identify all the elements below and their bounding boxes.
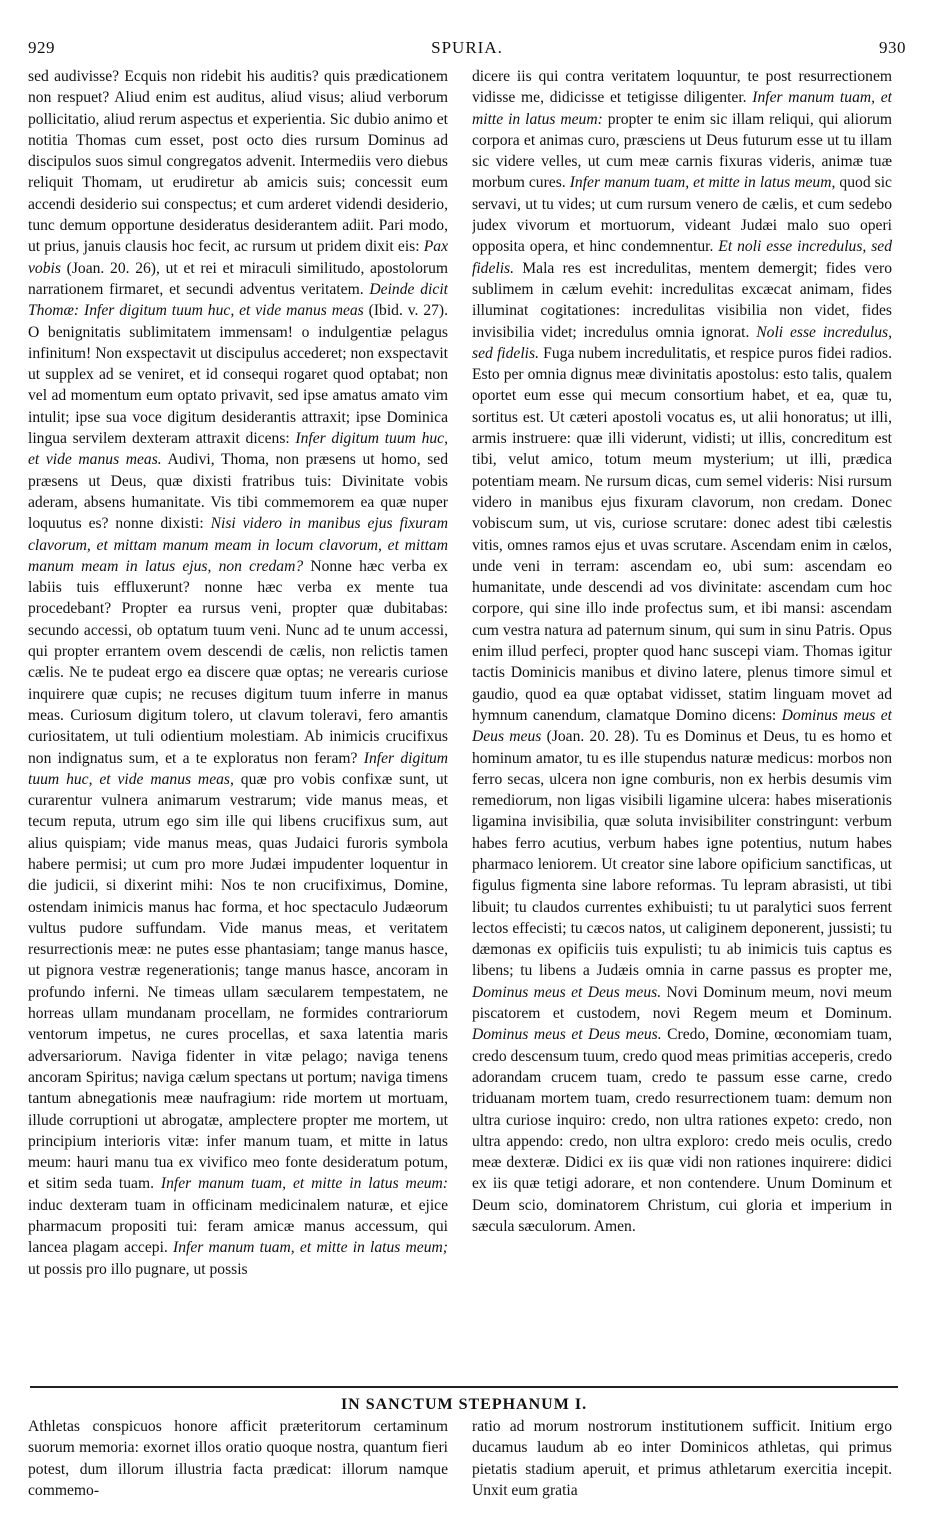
scripture-quote: Infer manum tuam, et mitte in latus meum,: [569, 174, 836, 192]
scripture-quote: Et noli esse incredulus, sed fidelis.: [472, 238, 892, 277]
section-divider: [30, 1386, 898, 1388]
bottom-right-column: [472, 1416, 892, 1534]
left-paragraph-1: [28, 66, 448, 1280]
text-run: quod sic servavi, ut tu vides; ut cum rursum venero de cælis, et cum sedebo judex vivorum et mortuorum, videant Judæi malo suo operi opposita opera, et hinc condemnentur.: [472, 174, 892, 256]
scripture-quote: Nisi videro in manibus ejus fixuram clavorum, et mittam manum meam in locum clavorum, et mittam manum meam in latus ejus, non credam?: [28, 515, 448, 575]
text-run: sed audivisse? Ecquis non ridebit his auditis? quis prædicationem non respuet? Aliud enim est auditus, aliud visus; aliud verborum pollicitatio, aliud rerum aspectus et experientia. Sic dubio animo et notitia Thomas cum esset, post octo dies rursum Dominus ad discipulos suos simul congregatos advenit. Intermediis vero diebus reliquit Thomam, ut erudiretur ab amicis suis; concessit eum accendi desiderio sui conspectus; et cum arderet videndi desiderio, tunc demum opportune desideratus desiderantem adiit. Pari modo, ut prius, januis clausis hoc fecit, ac rursum ut pridem dixit eis:: [28, 68, 448, 256]
left-column: [28, 66, 448, 1372]
text-run: propter te enim sic illam reliqui, qui aliorum corpora et animas curo, præsciens ut Deus futurum esse ut tu illam sic videre velles, ut cum meæ carnis fixuras videris, animæ tuæ morbum cures.: [472, 110, 892, 192]
text-run: Novi Dominum meum, novi meum piscatorem et custodem, novi Regem meum et Dominum.: [472, 983, 892, 1023]
text-run: ut possis pro illo pugnare, ut possis: [28, 1260, 248, 1278]
text-run: quæ pro vobis confixæ sunt, ut curarentur vulnera animarum vestrarum; vide manus meas, et tecum reputa, utrum ego sim ille qui libens crucifixus sum, aut alius quispiam; vide manus meas, quas Judaici furoris symbola habere permisi; ut cum pro more Judæi impudenter loquentur in die judicii, si dixerint mihi: Nos te non crucifiximus, Domine, ostendam inimicis manus hac forma, et hoc spectaculo Judæorum vultus pudore suffundam. Vide manus meas, et veritatem resurrectionis meæ: ne putes esse phantasiam; tange manus hasce, ut pignora vestræ regenerationis; tange manus hasce, ancoram in profundo inferni. Ne timeas ullam sæcularem tempestatem, ne horreas ullam mundanam procellam, ne formides contrariorum ventorum impetus, ne cures procellas, et saxa latentia maris adversariorum. Naviga fidenter in vitæ pelago; naviga tenens ancoram Spiritus; naviga cælum spectans ut portum; naviga timens tantum abnegationis meæ naufragium: ride mortem ut mortuam, illude corruptioni ut abrogatæ, amplectere propter me mortem, ut principium interioris vitæ: infer manum tuam, et mitte in latus meum: hauri manu tua ex vivifico meo fonte desideratum potum, et sitim seda tuam.: [28, 770, 448, 1193]
page-number-right: 930: [879, 38, 906, 57]
page-header: [28, 38, 906, 64]
scripture-reference: (Ibid. v. 27).: [368, 302, 448, 320]
scripture-quote: Infer manum tuam, et mitte in latus meum:: [472, 89, 892, 128]
text-run: Audivi, Thoma, non præsens ut homo, sed præsens ut Deus, quæ dixisti fratribus tuis: Divinitate vobis aderam, absens humanitate. Vis tibi commemorem ea quæ nuper loquutus es? nonne dixisti:: [28, 451, 448, 533]
text-run: dicere iis qui contra veritatem loquuntur, te post resurrectionem vidisse me, didicisse et tetigisse diligenter.: [472, 68, 892, 107]
scripture-quote: Dominus meus et Deus meus.: [472, 983, 662, 1001]
scripture-quote: Noli esse incredulus, sed fidelis.: [472, 323, 892, 362]
bottom-left-column: [28, 1416, 448, 1534]
scripture-reference: (Joan. 20. 26),: [66, 259, 160, 277]
text-run: ut et rei et miraculi similitudo, apostolorum narrationem firmaret, et secundi adventus veritatem.: [28, 259, 448, 298]
text-run: induc dexteram tuam in officinam medicinalem naturæ, et ejice pharmacum propositi tui: feram amicæ manus accessum, qui lancea plagam accepi.: [28, 1196, 448, 1257]
scripture-quote: Infer manum tuam, et mitte in latus meum;: [173, 1239, 448, 1257]
right-paragraph-1: [472, 66, 892, 1237]
scripture-quote: Infer digitum tuum huc, et vide manus meas.: [28, 430, 448, 469]
scripture-quote: Dominus meus et Deus meus.: [472, 1026, 662, 1044]
text-run: Credo, Domine, œconomiam tuam, credo descensum tuum, credo quod meas primitias acceperis, credo adorandam crucem tuam, credo te passum esse carne, credo triduanam mortem tuam, credo resurrectionem tuam: demum non ultra curiose inquiro: credo, non ultra rationes expeto: credo, non ultra appendo: credo, non ultra exploro: credo meis oculis, credo meæ dexteræ. Didici ex iis quæ vidi non rationes inquirere: didici ex iis quæ tetigi adorare, et non contendere. Unum Dominum et Deum scio, dominatorem Christum, cui gloria et imperium in sæcula sæculorum. Amen.: [472, 1026, 892, 1236]
text-run: O benignitatis sublimitatem immensam! o indulgentiæ pelagus infinitum! Non exspectavit ut discipulus accederet; non exspectavit ut supplex ad se veniret, et id consequi rogaret quod optabat; non vel ad momentum eum optato privavit, sed ipse amatus amato vim intulit; ipse sua voce digitum desiderantis attraxit; ipse Dominica lingua servilem dexteram attraxit dicens:: [28, 323, 448, 448]
text-run: Nonne hæc verba ex labiis tuis effluxerunt? nonne hæc verba ex mente tua procedebant? Propter ea rursus veni, propter quæ dubitabas: secundo accessi, ob optatum tuum veni. Nunc ad te unum accessi, qui propter errantem ovem descendi de cælis, non relictis tamen cælis. Ne te pudeat ergo ea discere quæ optas; ne verearis curiose inquirere quæ cupis; ne recuses digitum tuum inferre in manus meas. Curiosum digitum tolero, ut clavum toleravi, fero amantis curiositatem, ut tuli odientium molestiam. Ab inimicis crucifixus non indignatus sum, et a te exploratus non feram?: [28, 557, 448, 767]
bottom-right-paragraph: ratio ad morum nostrorum institutionem sufficit. Initium ergo ducamus laudum ab eo inter Dominicos athletas, qui primus pietatis stadium aperuit, et primus athletarum exercitia incepit. Unxit eum gratia: [472, 1418, 892, 1499]
scripture-quote: Infer manum tuam, et mitte in latus meum:: [160, 1175, 448, 1193]
text-run: Fuga nubem incredulitatis, et respice puros fidei radios. Esto per omnia dignus meæ divinitatis apostolus: esto talis, qualem oportet eum esse qui mecum consortium habet, et ea, quæ tu, sortitus est. Ut cæteri apostoli vocatus es, ut alii honoratus; ut illi, armis instruere: quæ illi viderunt, vidisti; ut illis, concreditum est tibi, velut amico, totum meum mysterium; ut illi, prædica potentiam meam. Ne rursum dicas, cum semel videris: Nisi rursum videro in manibus ejus fixuram clavorum, non credam. Donec vobiscum sum, ut vis, curiose scrutare: donec adest tibi cælestis vitis, omnes ramos ejus et uvas scrutare. Ascendam enim in cælos, unde veni in terram: ascendam eo, ubi sum: ascendam eo humanitate, unde descendi ad vos divinitate: ascendam cum hoc corpore, qui sine illo inde profectus sum, et ibi mansi: ascendam cum vestra natura ad paternum sinum, qui sum in sinu Patris. Opus enim illud perfeci, propter quod hanc suscepi viam. Thomas igitur tactis Dominicis manibus et divino latere, plenus timore simul et gaudio, quod ea quæ optabat vidisset, statim linguam movet ad hymnum canendum, clamatque Domino dicens:: [472, 344, 892, 724]
bottom-left-paragraph: Athletas conspicuos honore afficit præteritorum certaminum suorum memoria: exornet illos oratio quoque nostra, quantum fieri potest, dum illorum illustria facta prædicat: illorum namque commemo-: [28, 1418, 448, 1499]
scripture-quote: Dominus meus et Deus meus: [472, 706, 892, 746]
page-number-left: 929: [28, 38, 55, 57]
scripture-quote: Pax vobis: [28, 238, 448, 277]
scripture-quote: Deinde dicit Thomæ: Infer digitum tuum huc, et vide manus meas: [28, 280, 448, 320]
scripture-quote: Infer digitum tuum huc, et vide manus meas,: [28, 749, 448, 788]
right-column: [472, 66, 892, 1372]
scripture-reference: (Joan. 20. 28).: [546, 728, 639, 746]
section-title: IN SANCTUM STEPHANUM I.: [340, 1396, 588, 1413]
running-title: SPURIA.: [431, 38, 503, 57]
text-run: Mala res est incredulitas, mentem demergit; fides vero sublimem in cælum evehit: incredulitas excæcat animam, fides illuminat cogitationes: incredulitas visibilia non videt, fides invisibilia videt; incredulus omnia ignorat.: [472, 259, 892, 341]
text-run: Tu es Dominus et Deus, tu es homo et hominum amator, tu es ille stupendus naturæ medicus: morbos non ferro secas, ulcera non igne comburis, non ex herbis desumis vim remediorum, non ligas visibili ligamine ulcera: habes miserationis ligamina invisibilia, quæ soluta invisibiliter constringunt: verbum habes ferro acutius, verbum habes igne potentius, nutum habes pharmaco leniorem. Ut creator sine labore opificium sanctificas, ut figulus figmenta sine labore reformas. Tu lepram abrasisti, ut tibi libuit; tu claudos currentes exhibuisti; tu ut paralytici suos ferrent lectos effecisti; tu cæcos natos, ut caliginem deponerent, jussisti; tu dæmonas ex opificiis tuis expulisti; tu ab inimicis tuis captus es libens; tu libens a Judæis omnia in carne passus es propter me,: [472, 728, 892, 980]
